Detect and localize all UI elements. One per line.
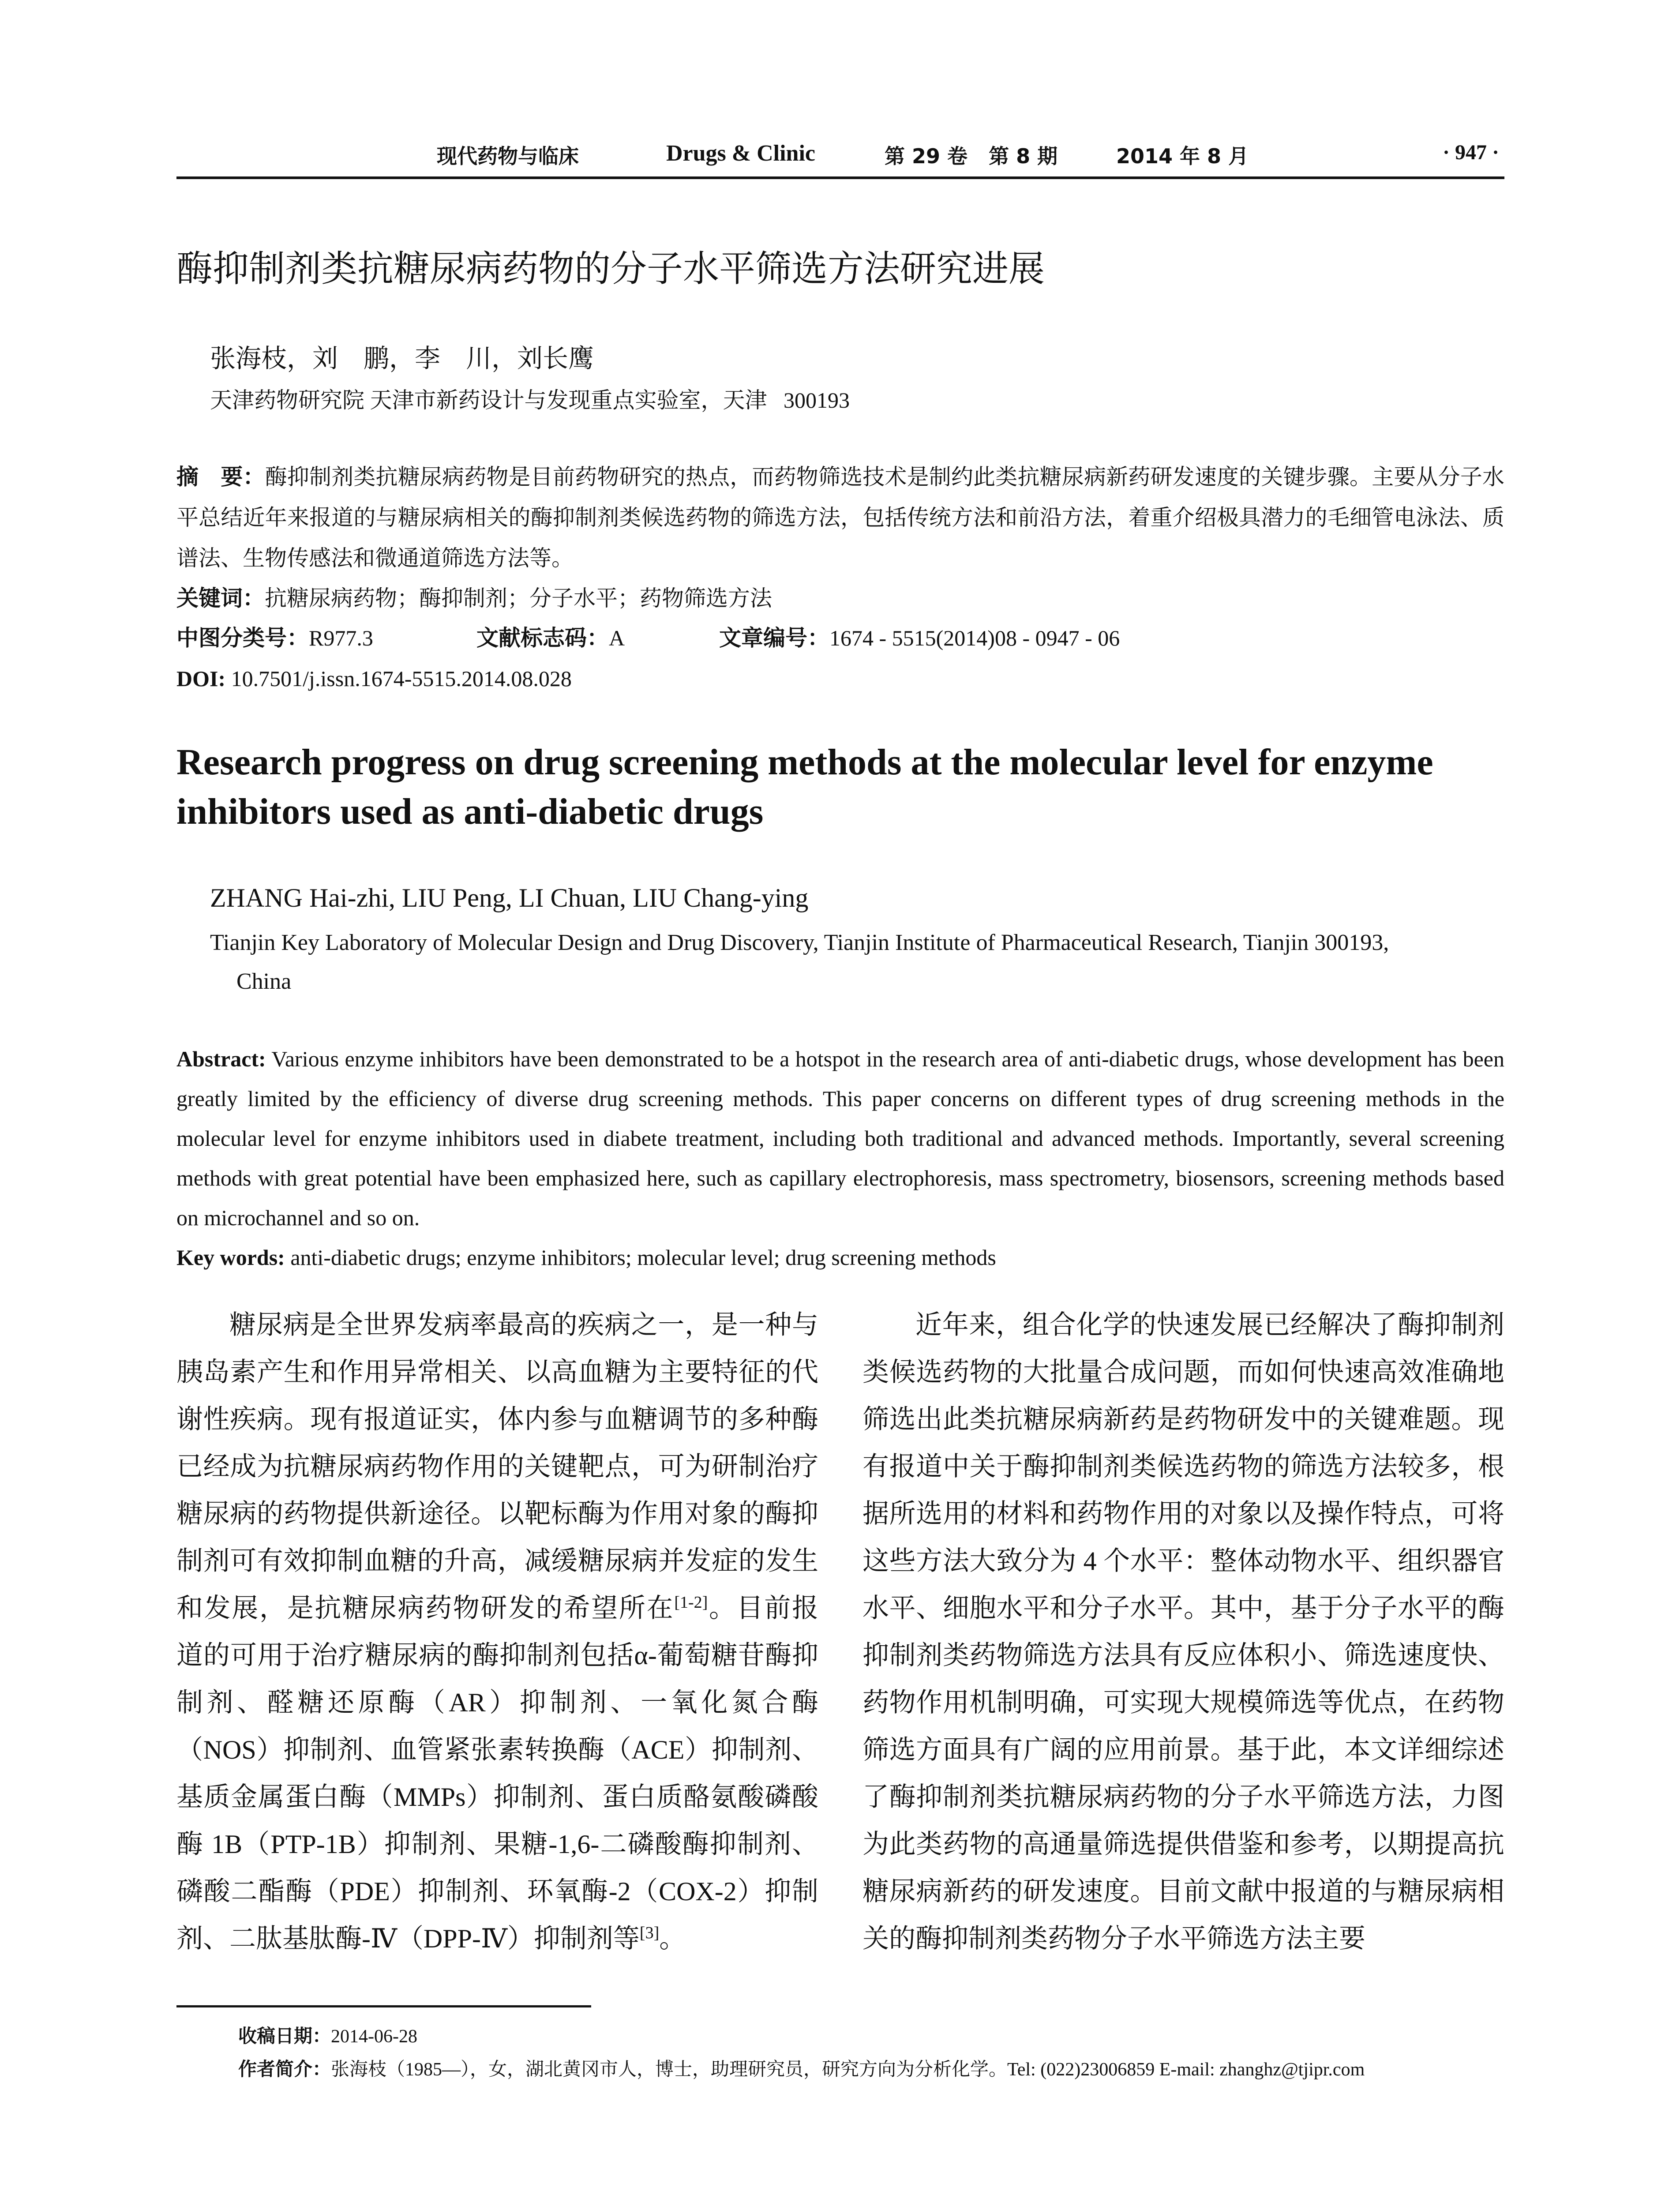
doc-code-label: 文献标志码： [476, 625, 609, 651]
header-rule [176, 176, 1504, 179]
doi-label: DOI: [176, 666, 226, 691]
affiliation-en-line1: Tianjin Key Laboratory of Molecular Design and Drug Discovery, Tianjin Institute of Pharmaceutical Research, Tianjin 300193, [210, 930, 1389, 955]
doi-line [176, 658, 572, 699]
body-left-part2: 。目前报道的可用于治疗糖尿病的酶抑制剂包括α-葡萄糖苷酶抑制剂、醛糖还原酶（AR）抑制剂、一氧化氮合酶（NOS）抑制剂、血管紧张素转换酶（ACE）抑制剂、基质金属蛋白酶（MMPs）抑制剂、蛋白质酪氨酸磷酸酶 1B（PTP-1B）抑制剂、果糖-1,6-二磷酸酶抑制剂、磷酸二酯酶（PDE）抑制剂、环氧酶-2（COX-2）抑制剂、二肽基肽酶-Ⅳ（DPP-Ⅳ）抑制剂等 [176, 1594, 819, 1953]
keywords-zh-label: 关键词： [176, 585, 265, 611]
body-column-right [862, 1302, 1504, 1962]
body-left-part1: 糖尿病是全世界发病率最高的疾病之一，是一种与胰岛素产生和作用异常相关、以高血糖为主要特征的代谢性疾病。现有报道证实，体内参与血糖调节的多种酶已经成为抗糖尿病药物作用的关键靶点，可为研制治疗糖尿病的药物提供新途径。以靶标酶为作用对象的酶抑制剂可有效抑制血糖的升高，减缓糖尿病并发症的发生和发展，是抗糖尿病药物研发的希望所在 [176, 1310, 818, 1623]
author-bio-label: 作者简介： [238, 2058, 331, 2080]
clc-label: 中图分类号： [176, 625, 309, 651]
body-right-text: 近年来，组合化学的快速发展已经解决了酶抑制剂类候选药物的大批量合成问题，而如何快速高效准确地筛选出此类抗糖尿病新药是药物研发中的关键难题。现有报道中关于酶抑制剂类候选药物的筛选方法较多，根据所选用的材料和药物作用的对象以及操作特点，可将这些方法大致分为 4 个水平：整体动物水平、组织器官水平、细胞水平和分子水平。其中，基于分子水平的酶抑制剂类药物筛选方法具有反应体积小、筛选速度快、药物作用机制明确，可实现大规模筛选等优点，在药物筛选方面具有广阔的应用前景。基于此，本文详细综述了酶抑制剂类抗糖尿病药物的分子水平筛选方法，力图为此类药物的高通量筛选提供借鉴和参考，以期提高抗糖尿病新药的研发速度。目前文献中报道的与糖尿病相关的酶抑制剂类药物分子水平筛选方法主要 [862, 1310, 1504, 1953]
abstract-en-label: Abstract: [176, 1047, 266, 1071]
issue-date: 2014 年 8 月 [1116, 144, 1249, 168]
keywords-en-text: anti-diabetic drugs; enzyme inhibitors; molecular level; drug screening methods [290, 1245, 996, 1270]
running-header [176, 140, 1504, 176]
footnote-rule [176, 2005, 591, 2007]
page-number: · 947 · [1443, 141, 1500, 164]
affiliation-en-line2: China [236, 969, 292, 994]
abstract-en [176, 1039, 1504, 1238]
journal-name-en: Drugs & Clinic [666, 141, 815, 166]
keywords-en-label: Key words: [176, 1245, 285, 1270]
citation-1-2[interactable]: [1-2] [674, 1593, 708, 1612]
abstract-en-text: Various enzyme inhibitors have been demonstrated to be a hotspot in the research area of anti-diabetic drugs, whose development has been greatly limited by the efficiency of diverse drug screening methods. This paper concerns on different types of drug screening methods in the molecular level for enzyme inhibitors used in diabete treatment, including both traditional and advanced methods. Importantly, several screening methods with great potential have been emphasized here, such as capillary electrophoresis, mass spectrometry, biosensors, screening methods based on microchannel and so on. [176, 1047, 1504, 1230]
article-number-label: 文章编号： [719, 625, 829, 651]
received-date: 2014-06-28 [331, 2026, 417, 2047]
citation-3[interactable]: [3] [639, 1924, 660, 1942]
volume-issue: 第 29 卷 第 8 期 [885, 144, 1058, 168]
author-bio-text: 张海枝（1985—），女，湖北黄冈市人，博士，助理研究员，研究方向为分析化学。Tel: (022)23006859 E-mail: zhanghz@tjipr.com [331, 2060, 1365, 2080]
authors-zh: 张海枝，刘 鹏，李 川，刘长鹰 [210, 343, 594, 373]
keywords-en [176, 1238, 1504, 1277]
abstract-zh [176, 457, 1504, 578]
doc-code-value: A [609, 626, 625, 650]
journal-name-zh: 现代药物与临床 [437, 144, 579, 168]
affiliation-en [210, 923, 1516, 1001]
article-number-value: 1674 - 5515(2014)08 - 0947 - 06 [829, 626, 1120, 650]
title-zh: 酶抑制剂类抗糖尿病药物的分子水平筛选方法研究进展 [176, 248, 1045, 290]
footnote-author [238, 2056, 1365, 2083]
footnote-received [238, 2023, 417, 2050]
body-left-part3: 。 [659, 1924, 686, 1953]
received-label: 收稿日期： [238, 2025, 331, 2047]
authors-en: ZHANG Hai-zhi, LIU Peng, LI Chuan, LIU Chang-ying [210, 883, 809, 912]
clc-value: R977.3 [309, 626, 373, 650]
affiliation-zh: 天津药物研究院 天津市新药设计与发现重点实验室，天津 300193 [210, 388, 850, 413]
keywords-zh [176, 578, 772, 619]
abstract-zh-label: 摘 要： [176, 464, 265, 490]
doi-value[interactable]: 10.7501/j.issn.1674-5515.2014.08.028 [231, 666, 572, 691]
abstract-zh-text: 酶抑制剂类抗糖尿病药物是目前药物研究的热点，而药物筛选技术是制约此类抗糖尿病新药研发速度的关键步骤。主要从分子水平总结近年来报道的与糖尿病相关的酶抑制剂类候选药物的筛选方法，包括传统方法和前沿方法，着重介绍极具潜力的毛细管电泳法、质谱法、生物传感法和微通道筛选方法等。 [176, 465, 1505, 570]
title-en: Research progress on drug screening methods at the molecular level for enzyme inhibitors used as anti-diabetic drugs [176, 742, 1433, 832]
keywords-zh-text: 抗糖尿病药物；酶抑制剂；分子水平；药物筛选方法 [265, 586, 772, 611]
body-column-left [176, 1302, 818, 1962]
